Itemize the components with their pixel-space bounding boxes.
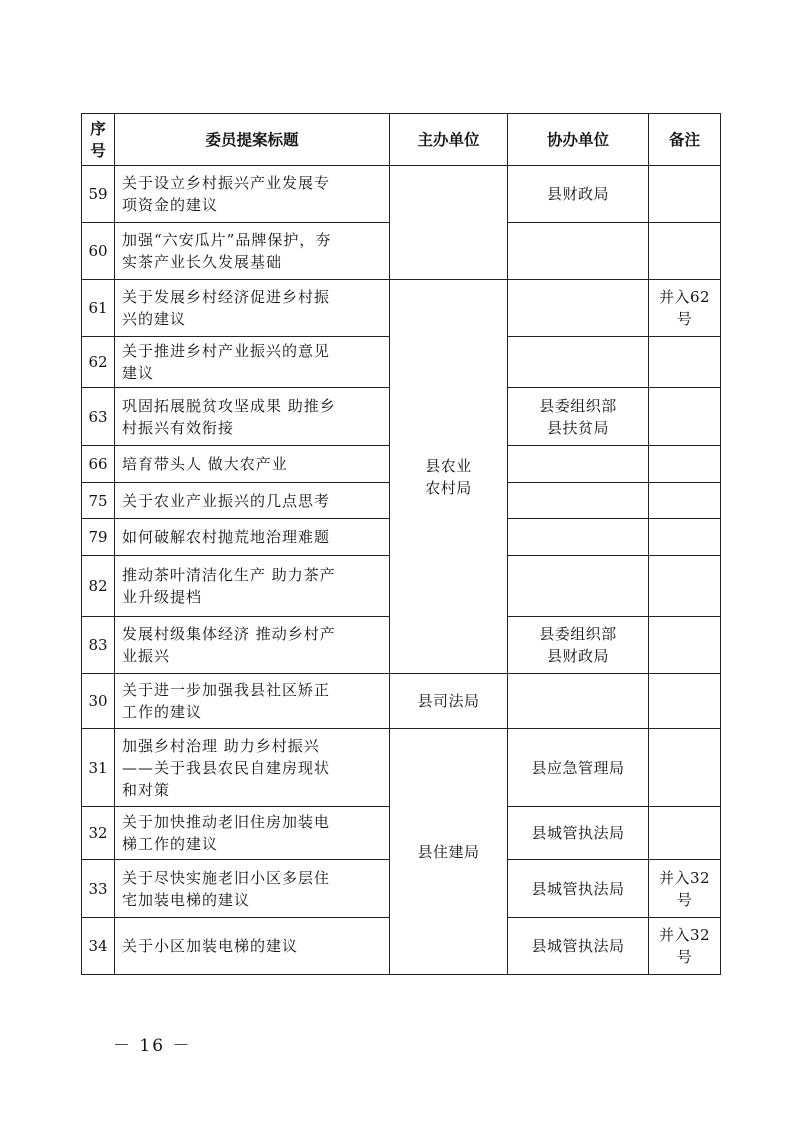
row-title: 关于小区加装电梯的建议 [115,918,390,975]
table-row [82,674,721,729]
row-title: 培育带头人 做大农产业 [115,446,390,483]
row-note [649,674,721,729]
row-no: 63 [82,388,115,446]
row-note [649,729,721,807]
page-number: － 16 － [113,1036,192,1056]
row-title: 关于发展乡村经济促进乡村振 兴的建议 [115,280,390,337]
row-no: 33 [82,860,115,918]
row-assist-unit [508,223,649,280]
row-assist-unit: 县城管执法局 [508,918,649,975]
header-lead-unit: 主办单位 [390,114,508,166]
row-assist-unit: 县委组织部 县财政局 [508,617,649,674]
row-assist-unit: 县城管执法局 [508,860,649,918]
proposal-table [81,113,721,975]
row-assist-unit: 县城管执法局 [508,807,649,860]
row-no: 61 [82,280,115,337]
row-no: 32 [82,807,115,860]
row-title: 关于进一步加强我县社区矫正 工作的建议 [115,674,390,729]
row-no: 66 [82,446,115,483]
header-title: 委员提案标题 [115,114,390,166]
table-header-row [82,114,721,166]
row-assist-unit [508,337,649,388]
row-note [649,446,721,483]
row-lead-unit: 县司法局 [390,674,508,729]
table-row [82,729,721,807]
row-note [649,337,721,388]
row-no: 59 [82,166,115,223]
row-title: 加强乡村治理 助力乡村振兴 ——关于我县农民自建房现状 和对策 [115,729,390,807]
table-row [82,280,721,337]
row-assist-unit [508,556,649,617]
row-title: 发展村级集体经济 推动乡村产 业振兴 [115,617,390,674]
header-note: 备注 [649,114,721,166]
row-title: 关于设立乡村振兴产业发展专 项资金的建议 [115,166,390,223]
row-lead-unit [390,166,508,280]
header-assist-unit: 协办单位 [508,114,649,166]
row-no: 34 [82,918,115,975]
row-note [649,483,721,519]
row-note [649,556,721,617]
row-note [649,388,721,446]
row-assist-unit [508,674,649,729]
row-no: 82 [82,556,115,617]
header-no: 序 号 [82,114,115,166]
row-note [649,807,721,860]
row-title: 关于农业产业振兴的几点思考 [115,483,390,519]
row-assist-unit [508,519,649,556]
row-no: 60 [82,223,115,280]
row-assist-unit: 县财政局 [508,166,649,223]
row-assist-unit [508,483,649,519]
row-note [649,223,721,280]
row-no: 79 [82,519,115,556]
row-note [649,166,721,223]
row-note: 并入62 号 [649,280,721,337]
row-assist-unit [508,446,649,483]
row-note: 并入32 号 [649,918,721,975]
row-title: 推动茶叶清洁化生产 助力茶产 业升级提档 [115,556,390,617]
row-title: 关于加快推动老旧住房加装电 梯工作的建议 [115,807,390,860]
row-title: 巩固拓展脱贫攻坚成果 助推乡 村振兴有效衔接 [115,388,390,446]
row-lead-unit: 县农业 农村局 [390,280,508,674]
row-note [649,617,721,674]
row-assist-unit [508,280,649,337]
row-lead-unit: 县住建局 [390,729,508,975]
table-row [82,166,721,223]
row-no: 30 [82,674,115,729]
row-title: 关于尽快实施老旧小区多层住 宅加装电梯的建议 [115,860,390,918]
row-no: 83 [82,617,115,674]
row-no: 62 [82,337,115,388]
row-note: 并入32 号 [649,860,721,918]
row-no: 75 [82,483,115,519]
row-title: 加强“六安瓜片”品牌保护，夯 实茶产业长久发展基础 [115,223,390,280]
row-assist-unit: 县委组织部 县扶贫局 [508,388,649,446]
row-title: 关于推进乡村产业振兴的意见 建议 [115,337,390,388]
row-note [649,519,721,556]
row-no: 31 [82,729,115,807]
row-title: 如何破解农村抛荒地治理难题 [115,519,390,556]
row-assist-unit: 县应急管理局 [508,729,649,807]
